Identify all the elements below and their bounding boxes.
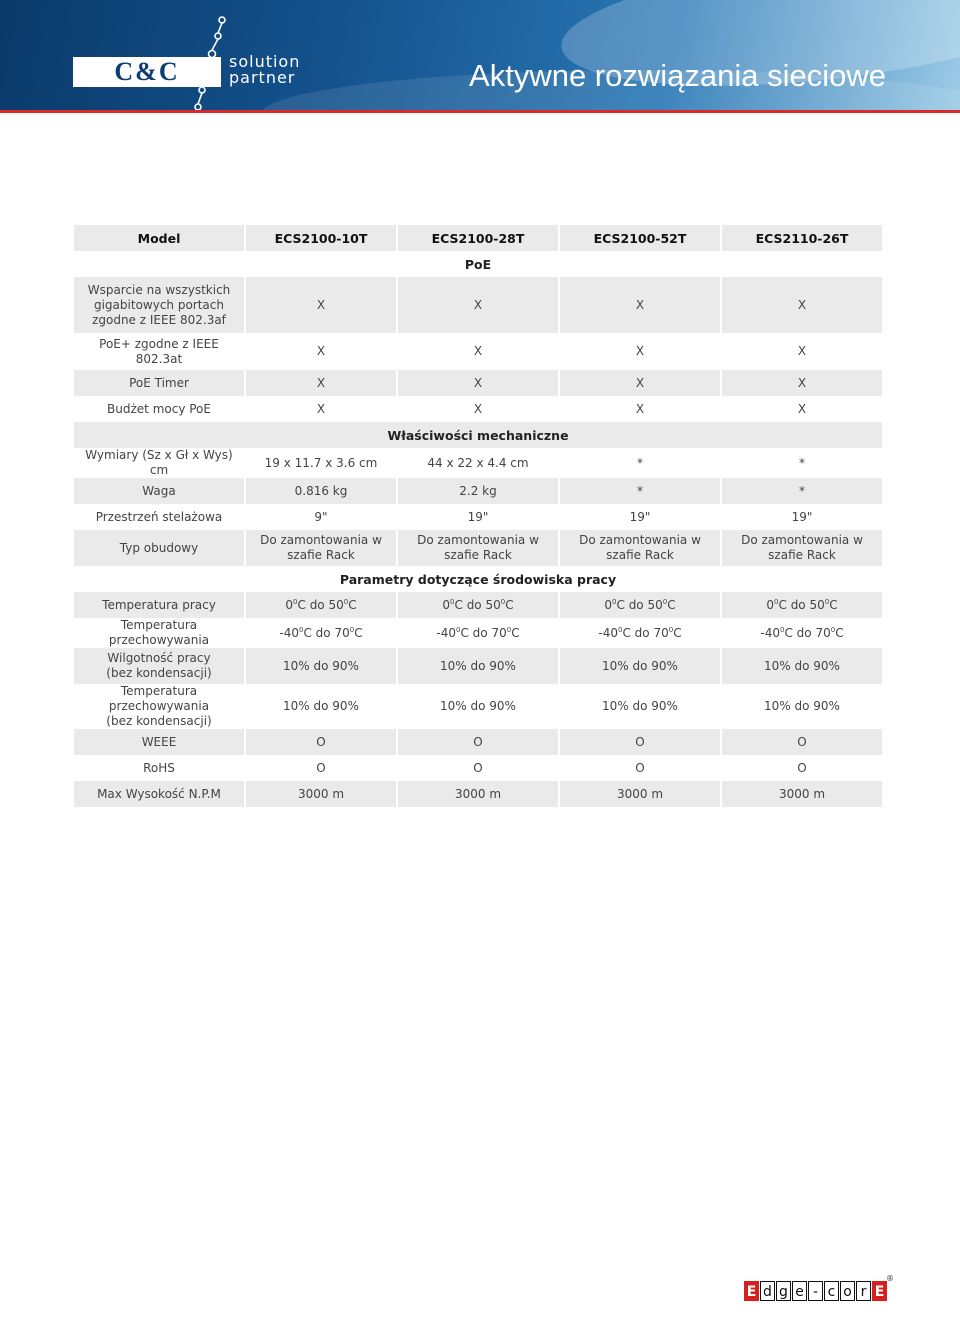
temp-unit: C do [784, 625, 816, 640]
temp-low: 0 [442, 597, 451, 612]
cell-value: O [797, 760, 807, 775]
temp-unit: C [667, 597, 676, 612]
degree-mark: 0 [618, 625, 623, 634]
degree-mark: 0 [299, 625, 304, 634]
cell-value: 0.816 kg [246, 478, 396, 504]
table-row [74, 333, 882, 370]
temp-unit: C do [622, 625, 654, 640]
temp-unit: C do [454, 597, 486, 612]
temp-low: 0 [285, 597, 294, 612]
table-row [74, 530, 882, 566]
temp-unit: C [673, 625, 682, 640]
brand-letter: E [872, 1281, 887, 1301]
degree-mark: 0 [349, 625, 355, 634]
cell-value: 3000 m [560, 781, 720, 807]
cell-value: 19" [791, 509, 813, 524]
temp-high: 50 [485, 597, 501, 612]
section-poe-title: PoE [464, 256, 492, 272]
cell-value: X [560, 277, 720, 333]
cell-value: * [637, 455, 643, 470]
degree-mark: 0 [456, 625, 461, 634]
cell-value: * [722, 478, 882, 504]
solution-line: solution [229, 52, 301, 71]
model-label: Model [74, 225, 244, 251]
cell-value: X [560, 370, 720, 396]
row-label: Wsparcie na wszystkich gigabitowych portach zgodne z IEEE 802.3af [74, 277, 244, 333]
cell-value: X [473, 344, 483, 358]
temp-unit: C do [460, 625, 492, 640]
brand-letter: - [808, 1281, 823, 1301]
row-label: RoHS [143, 760, 175, 775]
temp-low: 0 [766, 597, 775, 612]
section-env-row [74, 566, 882, 592]
cell-value: 3000 m [398, 781, 558, 807]
row-label [74, 684, 244, 729]
temp-low: -40 [598, 625, 619, 640]
temp-cell [246, 592, 396, 618]
degree-mark: 0 [668, 625, 674, 634]
row-label: Przestrzeń stelażowa [95, 509, 223, 524]
section-poe-row [74, 251, 882, 277]
section-env-title: Parametry dotyczące środowiska pracy [339, 571, 617, 587]
temp-cell [398, 618, 558, 648]
row-label-line: (bez kondensacji) [106, 714, 212, 728]
cell-value: X [398, 277, 558, 333]
row-label: Temperatura przechowywania [108, 618, 210, 647]
temp-unit: C do [303, 625, 335, 640]
row-label: Max Wysokość N.P.M [74, 781, 244, 807]
table-row [74, 618, 882, 648]
cell-value: X [246, 277, 396, 333]
cell-value: X [398, 370, 558, 396]
model-header-row [74, 225, 882, 251]
cell-value: X [797, 344, 807, 358]
temp-high: 50 [809, 597, 825, 612]
model-name: ECS2100-52T [560, 225, 720, 251]
temp-low: -40 [279, 625, 300, 640]
temp-low: 0 [604, 597, 613, 612]
table-row [74, 592, 882, 618]
cell-value: 9" [314, 509, 328, 524]
cell-value: X [246, 370, 396, 396]
cell-value: X [797, 401, 807, 416]
row-label: Wymiary (Sz x Gł x Wys) cm [85, 448, 233, 477]
registered-mark: ® [886, 1274, 894, 1283]
model-name: ECS2100-10T [246, 225, 396, 251]
section-mech-row [74, 422, 882, 448]
cell-value: Do zamontowania w szafie Rack [560, 530, 720, 566]
brand-letter: o [840, 1281, 855, 1301]
cell-value: 10% do 90% [560, 648, 720, 684]
table-row [74, 448, 882, 478]
temp-cell [398, 592, 558, 618]
temp-unit: C [511, 625, 520, 640]
row-label-line: Wilgotność pracy [107, 651, 211, 665]
table-row [74, 478, 882, 504]
temp-cell [722, 592, 882, 618]
temp-cell [246, 618, 396, 648]
table-row [74, 504, 882, 530]
cell-value: 3000 m [246, 781, 396, 807]
degree-mark: 0 [780, 625, 785, 634]
row-label: WEEE [74, 729, 244, 755]
table-row [74, 648, 882, 684]
partner-line: partner [229, 68, 296, 87]
temp-unit: C [354, 625, 363, 640]
temp-high: 70 [815, 625, 831, 640]
cell-value: * [560, 478, 720, 504]
degree-mark: 0 [830, 625, 836, 634]
degree-mark: 0 [774, 597, 779, 606]
spec-table [72, 225, 884, 807]
degree-mark: 0 [612, 597, 617, 606]
company-logo [73, 57, 221, 87]
temp-high: 70 [653, 625, 669, 640]
row-label: Budżet mocy PoE [107, 401, 211, 416]
model-name: ECS2110-26T [722, 225, 882, 251]
temp-unit: C [835, 625, 844, 640]
cell-value: O [398, 729, 558, 755]
cell-value: * [799, 455, 805, 470]
row-label: PoE+ zgodne z IEEE 802.3at [99, 336, 219, 366]
temp-unit: C [348, 597, 357, 612]
degree-mark: 0 [506, 625, 512, 634]
brand-letter: c [824, 1281, 839, 1301]
degree-mark: 0 [343, 597, 349, 606]
cell-value: 44 x 22 x 4.4 cm [427, 455, 529, 470]
table-row [74, 277, 882, 333]
row-label [74, 648, 244, 684]
cell-value: O [316, 760, 326, 775]
brand-letter: r [856, 1281, 871, 1301]
cell-value: X [722, 277, 882, 333]
row-label-line: (bez kondensacji) [106, 666, 212, 680]
cell-value: O [635, 760, 645, 775]
temp-high: 50 [328, 597, 344, 612]
cell-value: 19" [629, 509, 651, 524]
cell-value: X [722, 370, 882, 396]
row-label: PoE Timer [74, 370, 244, 396]
cell-value: 10% do 90% [764, 699, 840, 713]
cell-value: O [246, 729, 396, 755]
cell-value: X [316, 344, 326, 358]
brand-letter: e [792, 1281, 807, 1301]
temp-unit: C [505, 597, 514, 612]
cell-value: 3000 m [722, 781, 882, 807]
degree-mark: 0 [450, 597, 455, 606]
cell-value: X [635, 401, 645, 416]
brand-letter: g [776, 1281, 791, 1301]
solution-partner-text [229, 54, 300, 86]
table-row [74, 781, 882, 807]
degree-mark: 0 [824, 597, 830, 606]
cell-value: 19" [467, 509, 489, 524]
cell-value: 2.2 kg [398, 478, 558, 504]
row-label: Waga [74, 478, 244, 504]
cell-value: Do zamontowania w szafie Rack [722, 530, 882, 566]
cell-value: 19 x 11.7 x 3.6 cm [264, 455, 378, 470]
table-row [74, 396, 882, 422]
edgecore-logo [744, 1281, 888, 1301]
table-row [74, 755, 882, 781]
table-row [74, 684, 882, 729]
brand-letter: E [744, 1281, 759, 1301]
temp-low: -40 [760, 625, 781, 640]
page-title: Aktywne rozwiązania sieciowe [469, 58, 886, 93]
cell-value: X [635, 344, 645, 358]
cell-value: X [316, 401, 326, 416]
model-name: ECS2100-28T [398, 225, 558, 251]
section-mech-title: Właściwości mechaniczne [74, 422, 882, 448]
cell-value: 10% do 90% [440, 699, 516, 713]
temp-cell [722, 618, 882, 648]
brand-letter: d [760, 1281, 775, 1301]
temp-high: 50 [647, 597, 663, 612]
temp-high: 70 [491, 625, 507, 640]
cell-value: 10% do 90% [246, 648, 396, 684]
logo-text: C&C [114, 57, 180, 86]
header-banner [0, 0, 960, 110]
cell-value: O [560, 729, 720, 755]
temp-cell [560, 592, 720, 618]
row-label: Typ obudowy [74, 530, 244, 566]
cell-value: Do zamontowania w szafie Rack [246, 530, 396, 566]
cell-value: Do zamontowania w szafie Rack [398, 530, 558, 566]
degree-mark: 0 [500, 597, 506, 606]
temp-unit: C do [778, 597, 810, 612]
cell-value: O [722, 729, 882, 755]
degree-mark: 0 [293, 597, 298, 606]
temp-low: -40 [436, 625, 457, 640]
table-row [74, 370, 882, 396]
cell-value: O [473, 760, 483, 775]
table-row [74, 729, 882, 755]
temp-cell [560, 618, 720, 648]
temp-unit: C do [297, 597, 329, 612]
degree-mark: 0 [662, 597, 668, 606]
temp-unit: C do [616, 597, 648, 612]
cell-value: 10% do 90% [722, 648, 882, 684]
cell-value: 10% do 90% [283, 699, 359, 713]
row-label: Temperatura pracy [74, 592, 244, 618]
header-red-rule [0, 110, 960, 113]
temp-unit: C [829, 597, 838, 612]
cell-value: X [473, 401, 483, 416]
temp-high: 70 [334, 625, 350, 640]
cell-value: 10% do 90% [602, 699, 678, 713]
row-label-line: Temperatura przechowywania [108, 684, 210, 713]
cell-value: 10% do 90% [398, 648, 558, 684]
